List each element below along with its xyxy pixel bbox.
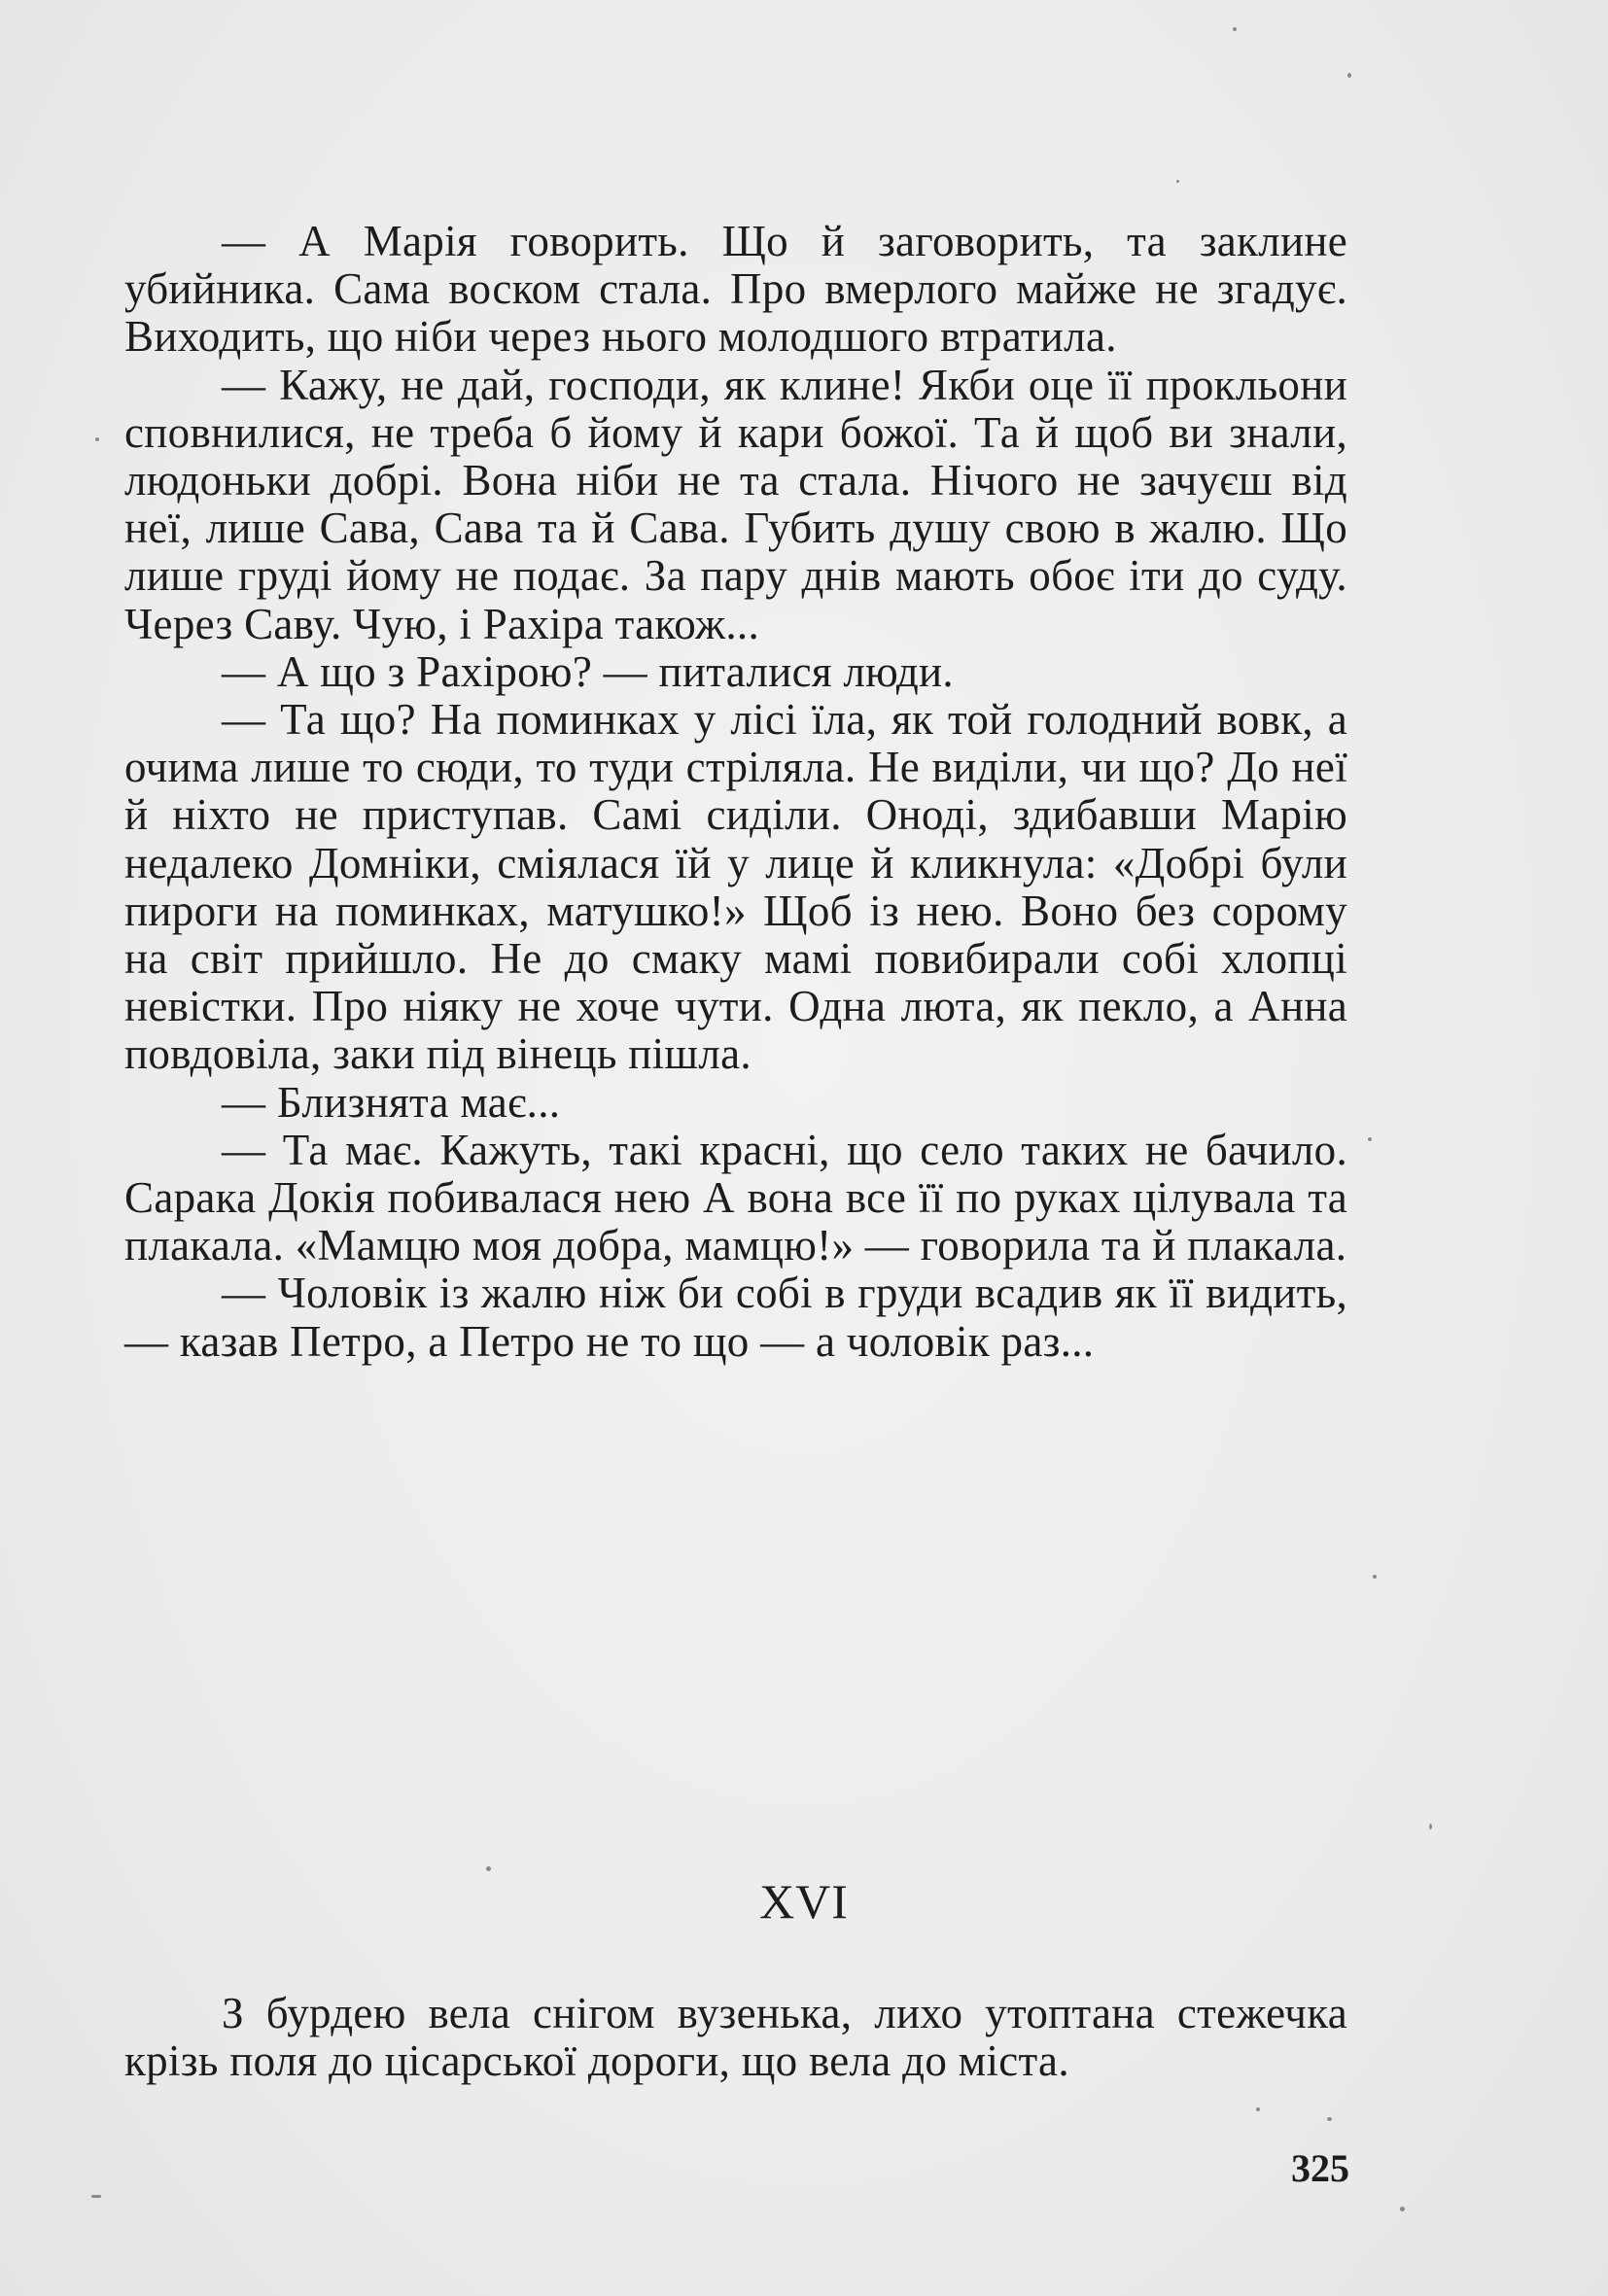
scan-speck [1256,2107,1260,2111]
paragraph: — Кажу, не дай, господи, як клине! Якби оце її прокльони сповнилися, не треба б йому й кари божої. Та й щоб ви знали, людоньки добрі. Вона ніби не та стала. Нічого не зачуєш від неї, лише Сава, Сава та й Сава. Губить душу свою в жалю. Що лише груді йому не подає. За пару днів мають обоє іти до суду. Через Саву. Чую, і Рахіра також... [124,360,1347,648]
section-text [124,1990,1347,2085]
scan-speck [1368,1137,1372,1141]
scan-speck [1347,73,1351,78]
paragraph: — Чоловік із жалю ніж би собі в груди всадив як її видить, — казав Петро, а Петро не то що — а чоловік раз... [124,1269,1347,1366]
paragraph: — Та що? На поминках у лісі їла, як той голодний вовк, а очима лише то сюди, то туди стріляла. Не виділи, чи що? До неї й ніхто не приступав. Самі сиділи. Оноді, здибавши Марію недалеко Домніки, сміялася їй у лице й кликнула: «Добрі були пироги на поминках, матушко!» Щоб із нею. Воно без сорому на світ прийшло. Не до смаку мамі повибирали собі хлопці невістки. Про ніяку не хоче чути. Одна люта, як пекло, а Анна повдовіла, заки під вінець пішла. [124,695,1347,1079]
scan-speck [1176,180,1179,183]
scan-speck [1327,2117,1332,2121]
page-number: 325 [1291,2146,1349,2190]
paragraph: — А Марія говорить. Що й заговорить, та заклине убийника. Сама воском стала. Про вмерлого майже не згадує. Виходить, що ніби через нього молодшого втратила. [124,217,1347,362]
scan-speck [1429,1824,1432,1829]
scan-speck [95,437,99,441]
paragraph: — А що з Рахірою? — питалися люди. [222,646,954,696]
paragraph: З бурдею вела снігом вузенька, лихо утоптана стежечка крізь поля до цісарської дороги, що вела до міста. [124,1989,1347,2086]
scan-speck [91,2195,101,2198]
body-text [124,218,1347,1366]
scan-speck [1373,1575,1377,1579]
paragraph: — Близнята має... [222,1077,561,1127]
paragraph: — Та має. Кажуть, такі красні, що село таких не бачило. Сарака Докія побивалася нею А вона все її по руках цілувала та плакала. «Мамцю моя добра, мамцю!» — говорила та й плакала. [124,1125,1347,1270]
scan-speck [486,1866,491,1871]
section-heading: XVI [759,1874,849,1929]
scan-speck [1400,2207,1405,2211]
scan-speck [1233,27,1237,31]
